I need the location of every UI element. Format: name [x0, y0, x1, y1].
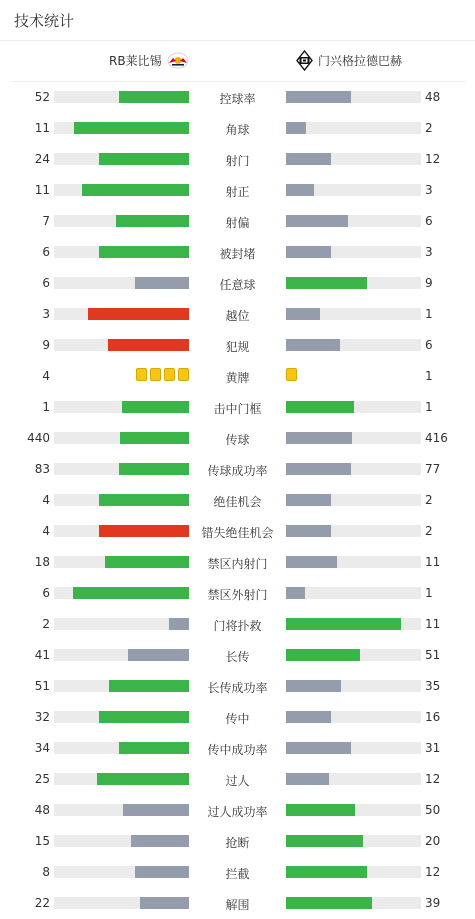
- away-stat-value: 12: [425, 772, 441, 786]
- home-stat-value: 8: [42, 865, 50, 879]
- stat-row: [0, 825, 475, 856]
- yellow-card-icon: [178, 368, 189, 381]
- home-stat-bar: [99, 525, 189, 537]
- home-stat-value: 11: [34, 183, 50, 197]
- home-stat-bar: [99, 153, 189, 165]
- home-stat-bar: [135, 277, 189, 289]
- home-stat-bar-track: [54, 649, 189, 661]
- away-stat-bar-track: [286, 866, 421, 878]
- home-team-name: RB莱比锡: [109, 54, 162, 68]
- stat-label: 黄牌: [225, 371, 250, 385]
- away-stat-value: 48: [425, 90, 441, 104]
- home-stat-value: 7: [42, 214, 50, 228]
- home-stat-value: 6: [42, 586, 50, 600]
- away-stat-bar: [286, 463, 351, 475]
- away-stat-bar-track: [286, 463, 421, 475]
- home-stat-bar: [119, 463, 189, 475]
- away-stat-value: 31: [425, 741, 441, 755]
- away-stat-value: 20: [425, 834, 441, 848]
- home-stat-value: 48: [34, 803, 50, 817]
- away-stat-value: 9: [425, 276, 433, 290]
- home-stat-bar: [120, 432, 189, 444]
- stat-row: [0, 670, 475, 701]
- away-stat-bar: [286, 866, 367, 878]
- away-stat-bar: [286, 773, 329, 785]
- home-stat-value: 15: [34, 834, 50, 848]
- stat-label: 错失绝佳机会: [201, 526, 274, 540]
- home-stat-bar-track: [54, 339, 189, 351]
- page-header: [0, 0, 475, 41]
- away-stat-bar-track: [286, 184, 421, 196]
- stat-label: 被封堵: [219, 247, 256, 261]
- away-stat-value: 1: [425, 400, 433, 414]
- home-stat-bar: [122, 401, 190, 413]
- home-stat-bar: [119, 742, 189, 754]
- stat-row: [0, 298, 475, 329]
- away-stat-bar-track: [286, 587, 421, 599]
- away-stat-bar-track: [286, 277, 421, 289]
- home-stat-bar-track: [54, 742, 189, 754]
- home-stat-bar-track: [54, 246, 189, 258]
- away-stat-value: 3: [425, 183, 433, 197]
- away-stat-value: 6: [425, 338, 433, 352]
- stat-row: [0, 732, 475, 763]
- home-stat-bar: [97, 773, 189, 785]
- stat-label: 过人成功率: [207, 805, 268, 819]
- stat-row: [0, 546, 475, 577]
- stat-label: 犯规: [225, 340, 250, 354]
- stat-row: [0, 794, 475, 825]
- home-yellow-cards: [136, 368, 189, 381]
- home-stat-value: 22: [34, 896, 50, 910]
- home-stat-bar: [105, 556, 189, 568]
- stat-label: 禁区外射门: [207, 588, 268, 602]
- home-stat-bar-track: [54, 91, 189, 103]
- stat-row: [0, 639, 475, 670]
- stat-label: 传球成功率: [207, 464, 268, 478]
- yellow-card-icon: [150, 368, 161, 381]
- home-stat-bar: [73, 587, 189, 599]
- stat-label: 过人: [225, 774, 250, 788]
- home-stat-bar-track: [54, 711, 189, 723]
- home-stat-bar-track: [54, 866, 189, 878]
- home-stat-bar-track: [54, 215, 189, 227]
- away-team[interactable]: [296, 50, 402, 71]
- away-stat-bar-track: [286, 649, 421, 661]
- away-stat-value: 12: [425, 152, 441, 166]
- away-stat-bar-track: [286, 215, 421, 227]
- away-stat-bar: [286, 91, 351, 103]
- yellow-card-icon: [164, 368, 175, 381]
- home-stat-value: 1: [42, 400, 50, 414]
- away-stat-bar-track: [286, 91, 421, 103]
- stat-row: [0, 453, 475, 484]
- away-stat-bar-track: [286, 122, 421, 134]
- home-stat-bar: [74, 122, 189, 134]
- away-stat-bar-track: [286, 525, 421, 537]
- home-stat-bar: [99, 246, 189, 258]
- home-stat-bar-track: [54, 463, 189, 475]
- away-stat-value: 1: [425, 307, 433, 321]
- away-stat-value: 11: [425, 555, 441, 569]
- home-stat-bar: [82, 184, 189, 196]
- away-stat-bar-track: [286, 897, 421, 909]
- stat-row: [0, 701, 475, 732]
- home-stat-bar-track: [54, 587, 189, 599]
- home-stat-value: 6: [42, 276, 50, 290]
- home-stat-bar: [99, 711, 189, 723]
- rb-leipzig-bull-icon: [167, 52, 189, 69]
- away-stat-value: 2: [425, 121, 433, 135]
- stat-row: [0, 484, 475, 515]
- away-stat-bar-track: [286, 742, 421, 754]
- away-stat-bar-track: [286, 153, 421, 165]
- away-stat-bar: [286, 742, 351, 754]
- away-stat-bar: [286, 246, 331, 258]
- home-stat-value: 4: [42, 524, 50, 538]
- home-stat-value: 41: [34, 648, 50, 662]
- away-stat-bar: [286, 184, 314, 196]
- home-stat-bar: [119, 91, 189, 103]
- away-stat-bar-track: [286, 494, 421, 506]
- stat-row: [0, 515, 475, 546]
- home-stat-bar: [169, 618, 189, 630]
- away-stat-bar: [286, 339, 340, 351]
- away-stat-bar: [286, 277, 367, 289]
- home-stat-bar-track: [54, 401, 189, 413]
- away-stat-bar: [286, 401, 354, 413]
- away-stat-value: 3: [425, 245, 433, 259]
- stat-row: [0, 205, 475, 236]
- away-stat-bar-track: [286, 556, 421, 568]
- home-stat-bar-track: [54, 153, 189, 165]
- yellow-card-icon: [136, 368, 147, 381]
- away-stat-bar: [286, 680, 341, 692]
- stat-row: [0, 887, 475, 918]
- stats-list: [0, 81, 475, 918]
- home-stat-bar: [123, 804, 189, 816]
- home-stat-bar: [108, 339, 189, 351]
- stat-row: [0, 112, 475, 143]
- stat-row: [0, 329, 475, 360]
- away-team-name: 门兴格拉德巴赫: [318, 54, 403, 68]
- home-stat-value: 6: [42, 245, 50, 259]
- away-stat-value: 51: [425, 648, 441, 662]
- home-stat-bar-track: [54, 773, 189, 785]
- away-stat-bar-track: [286, 773, 421, 785]
- away-stat-value: 16: [425, 710, 441, 724]
- home-stat-bar: [131, 835, 189, 847]
- away-stat-bar: [286, 711, 331, 723]
- home-stat-value: 51: [34, 679, 50, 693]
- home-stat-value: 4: [42, 369, 50, 383]
- stat-row: [0, 422, 475, 453]
- away-stat-bar: [286, 525, 331, 537]
- home-stat-value: 440: [27, 431, 50, 445]
- away-stat-bar: [286, 122, 306, 134]
- away-yellow-cards: [286, 368, 297, 381]
- away-stat-bar-track: [286, 432, 421, 444]
- home-stat-value: 83: [34, 462, 50, 476]
- home-stat-bar-track: [54, 804, 189, 816]
- away-stat-bar-track: [286, 339, 421, 351]
- away-stat-bar-track: [286, 618, 421, 630]
- stat-row: [0, 360, 475, 391]
- home-stat-bar-track: [54, 184, 189, 196]
- home-stat-bar: [116, 215, 189, 227]
- home-stat-value: 3: [42, 307, 50, 321]
- away-stat-bar: [286, 649, 360, 661]
- away-stat-value: 416: [425, 431, 448, 445]
- stat-label: 越位: [225, 309, 250, 323]
- stat-label: 射门: [225, 154, 250, 168]
- home-stat-bar: [109, 680, 189, 692]
- away-stat-bar: [286, 153, 331, 165]
- home-stat-value: 2: [42, 617, 50, 631]
- home-stat-bar-track: [54, 618, 189, 630]
- stat-label: 禁区内射门: [207, 557, 268, 571]
- away-stat-bar: [286, 308, 320, 320]
- home-stat-bar-track: [54, 897, 189, 909]
- stat-label: 传球: [225, 433, 250, 447]
- home-stat-value: 25: [34, 772, 50, 786]
- home-stat-bar-track: [54, 432, 189, 444]
- stat-label: 绝佳机会: [213, 495, 262, 509]
- away-stat-bar-track: [286, 680, 421, 692]
- stat-row: [0, 763, 475, 794]
- away-stat-bar: [286, 494, 331, 506]
- stat-row: [0, 236, 475, 267]
- stat-label: 解围: [225, 898, 250, 912]
- home-stat-bar-track: [54, 494, 189, 506]
- stat-row: [0, 608, 475, 639]
- stat-label: 抢断: [225, 836, 250, 850]
- stat-label: 门将扑救: [213, 619, 262, 633]
- home-stat-value: 34: [34, 741, 50, 755]
- away-stat-bar-track: [286, 246, 421, 258]
- teams-row: [10, 41, 465, 82]
- away-stat-bar: [286, 835, 363, 847]
- away-stat-value: 50: [425, 803, 441, 817]
- home-stat-value: 52: [34, 90, 50, 104]
- home-stat-bar-track: [54, 835, 189, 847]
- home-stat-value: 9: [42, 338, 50, 352]
- stat-row: [0, 81, 475, 112]
- away-stat-value: 2: [425, 493, 433, 507]
- home-stat-bar: [128, 649, 189, 661]
- stat-label: 射偏: [225, 216, 250, 230]
- stat-label: 传中: [225, 712, 250, 726]
- home-stat-value: 11: [34, 121, 50, 135]
- home-stat-value: 18: [34, 555, 50, 569]
- home-stat-bar-track: [54, 680, 189, 692]
- stat-label: 拦截: [225, 867, 250, 881]
- stat-row: [0, 856, 475, 887]
- away-stat-value: 2: [425, 524, 433, 538]
- away-stat-bar: [286, 618, 401, 630]
- stat-label: 击中门框: [213, 402, 262, 416]
- home-stat-bar: [140, 897, 189, 909]
- away-stat-bar: [286, 804, 355, 816]
- stat-label: 长传: [225, 650, 250, 664]
- away-stat-value: 39: [425, 896, 441, 910]
- away-stat-bar: [286, 556, 337, 568]
- home-team[interactable]: [109, 52, 189, 69]
- away-stat-bar: [286, 215, 348, 227]
- away-stat-bar-track: [286, 711, 421, 723]
- home-stat-bar-track: [54, 277, 189, 289]
- stat-label: 传中成功率: [207, 743, 268, 757]
- away-stat-value: 77: [425, 462, 441, 476]
- stat-row: [0, 391, 475, 422]
- home-stat-value: 4: [42, 493, 50, 507]
- away-stat-value: 6: [425, 214, 433, 228]
- away-stat-value: 1: [425, 586, 433, 600]
- stat-row: [0, 174, 475, 205]
- stat-row: [0, 267, 475, 298]
- home-stat-bar: [99, 494, 189, 506]
- home-stat-bar: [88, 308, 189, 320]
- away-stat-bar: [286, 432, 352, 444]
- stat-label: 长传成功率: [207, 681, 268, 695]
- home-stat-bar-track: [54, 525, 189, 537]
- home-stat-value: 24: [34, 152, 50, 166]
- away-stat-value: 12: [425, 865, 441, 879]
- stat-label: 射正: [225, 185, 250, 199]
- stat-row: [0, 577, 475, 608]
- stat-label: 控球率: [219, 92, 256, 106]
- stat-label: 任意球: [219, 278, 256, 292]
- home-stat-bar-track: [54, 122, 189, 134]
- away-stat-value: 35: [425, 679, 441, 693]
- stat-label: 角球: [225, 123, 250, 137]
- gladbach-crest-icon: [296, 50, 313, 71]
- home-stat-value: 32: [34, 710, 50, 724]
- away-stat-value: 1: [425, 369, 433, 383]
- stat-row: [0, 143, 475, 174]
- away-stat-bar-track: [286, 835, 421, 847]
- home-stat-bar-track: [54, 556, 189, 568]
- page-title: 技术统计: [14, 11, 75, 30]
- away-stat-bar-track: [286, 401, 421, 413]
- away-stat-bar: [286, 587, 305, 599]
- home-stat-bar: [135, 866, 189, 878]
- yellow-card-icon: [286, 368, 297, 381]
- away-stat-value: 11: [425, 617, 441, 631]
- away-stat-bar-track: [286, 804, 421, 816]
- away-stat-bar-track: [286, 308, 421, 320]
- away-stat-bar: [286, 897, 372, 909]
- home-stat-bar-track: [54, 308, 189, 320]
